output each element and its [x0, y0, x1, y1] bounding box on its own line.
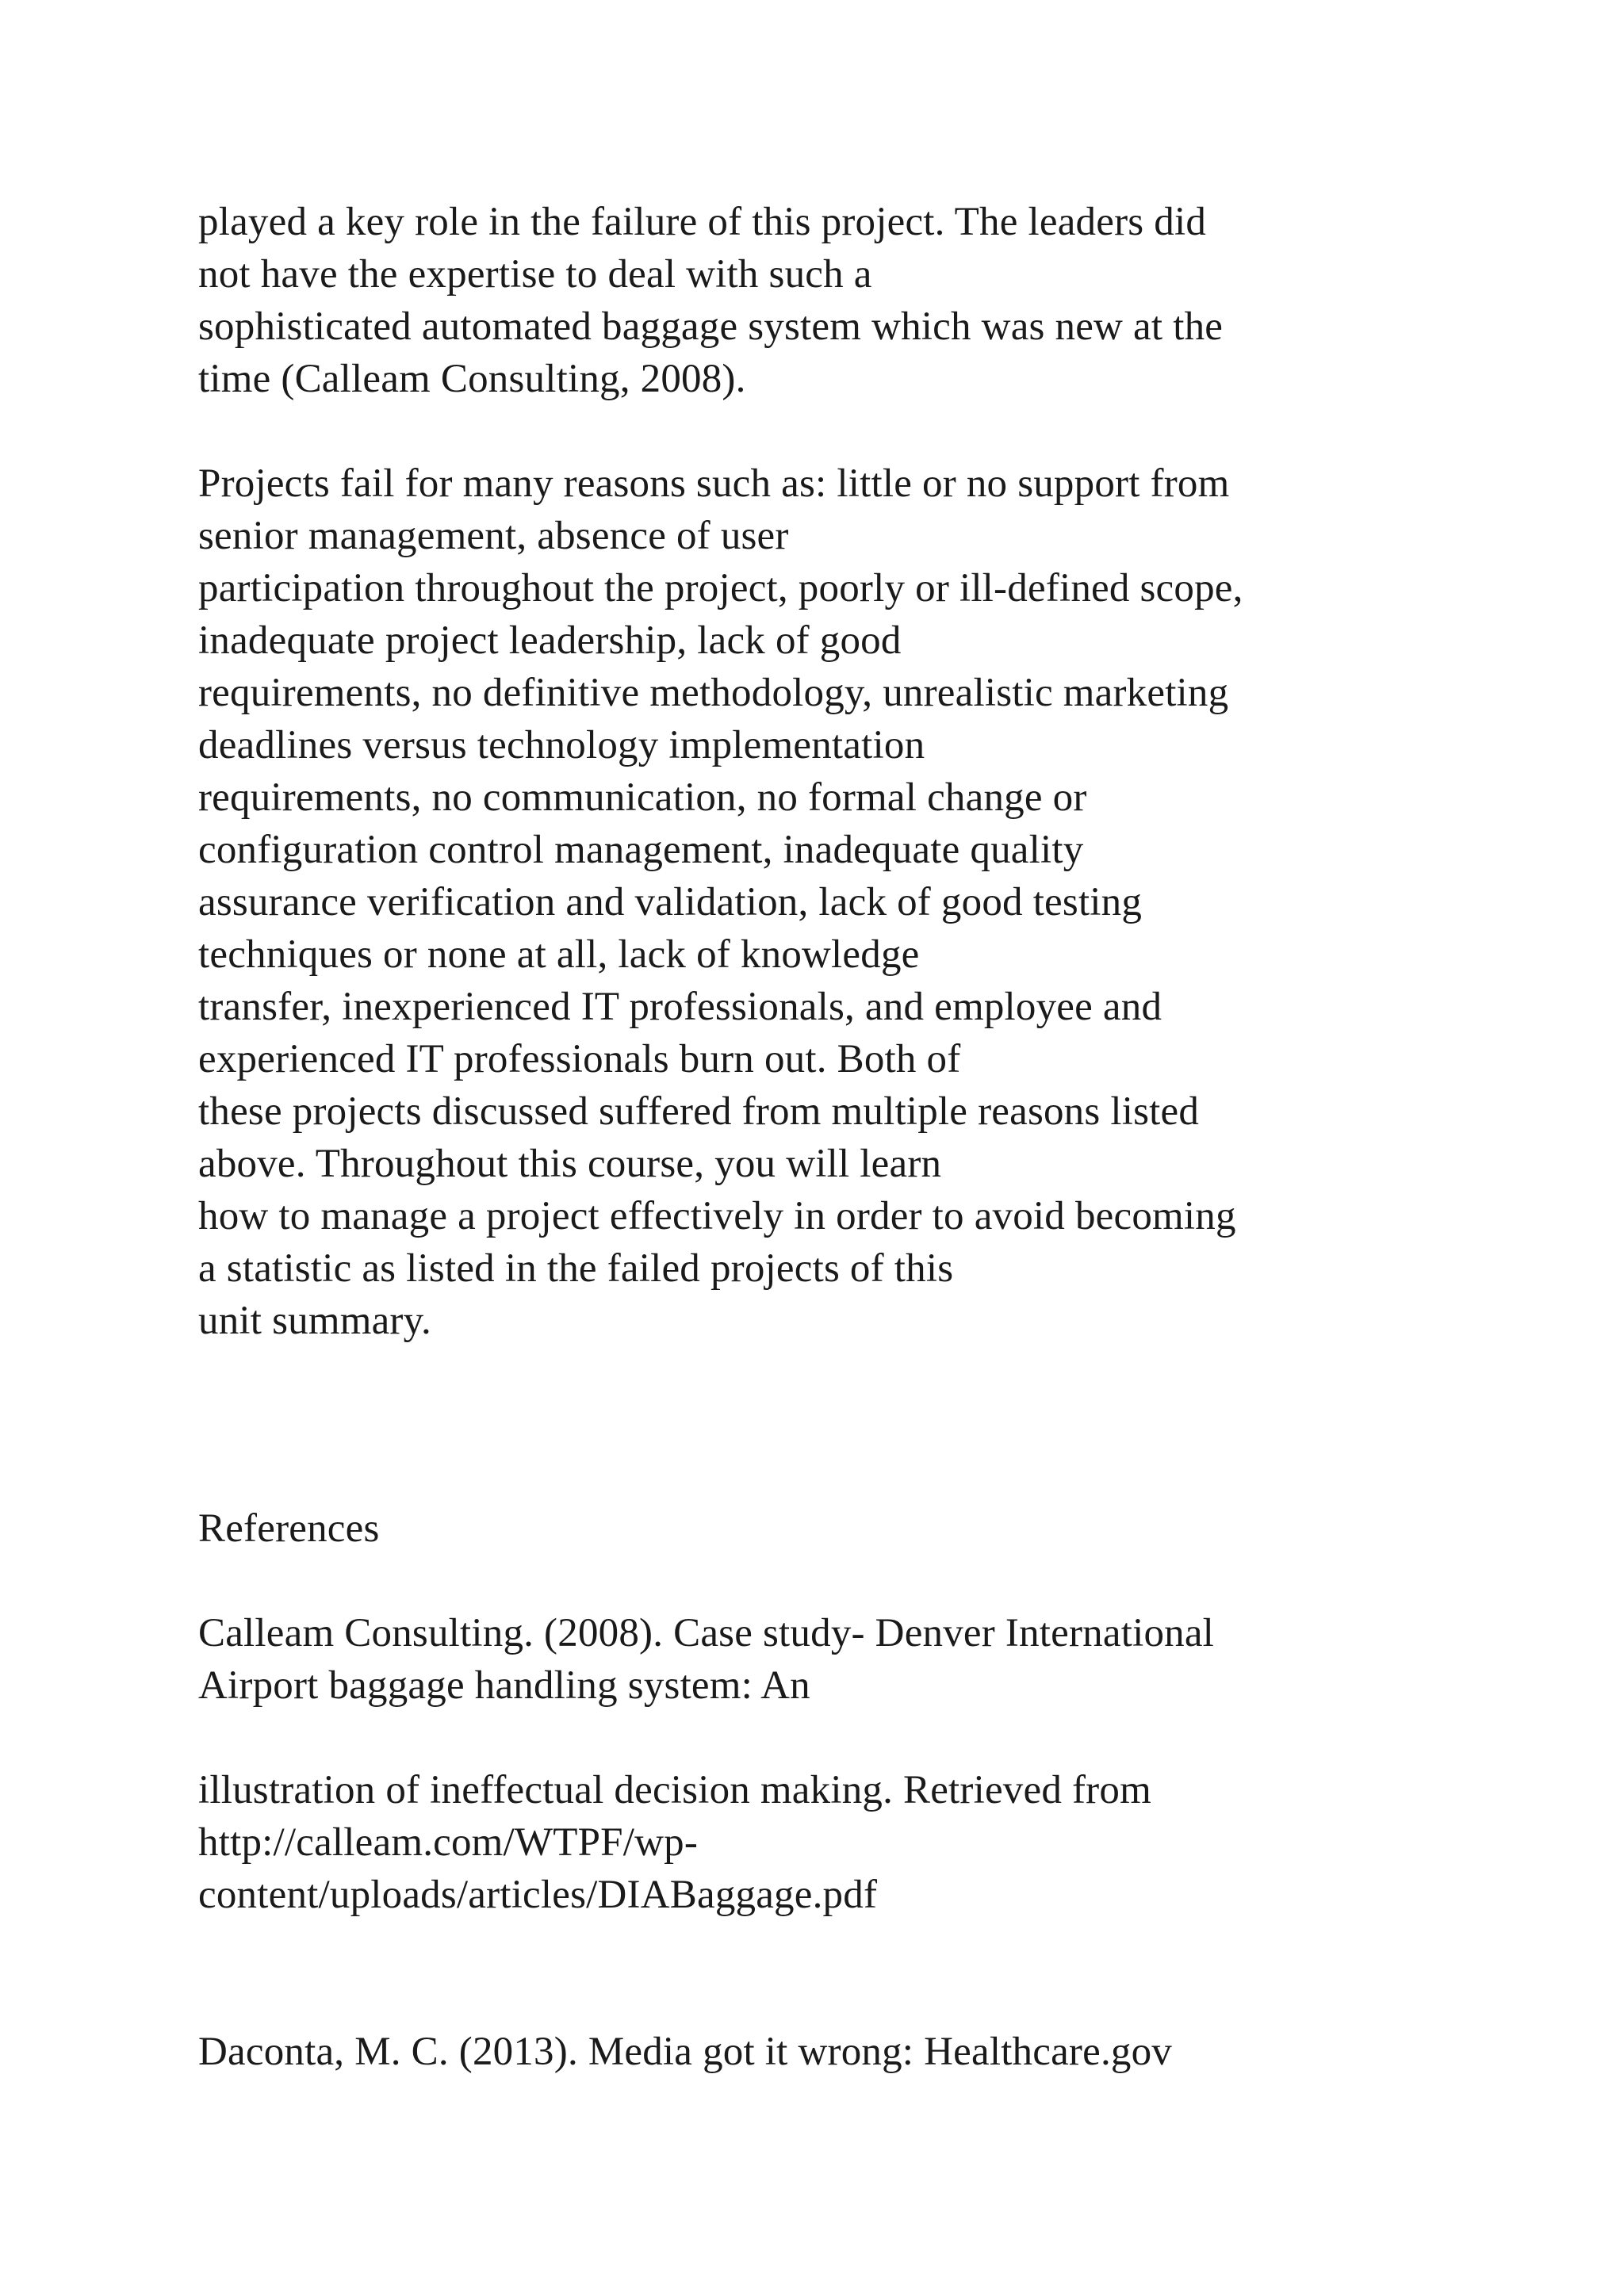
text-line: inadequate project leadership, lack of good: [198, 618, 902, 663]
references-heading: References: [198, 1506, 380, 1551]
text-line: unit summary.: [198, 1299, 431, 1343]
text-line: illustration of ineffectual decision making. Retrieved from: [198, 1768, 1151, 1812]
text-line: transfer, inexperienced IT professionals, and employee and: [198, 985, 1162, 1029]
text-line: requirements, no communication, no formal change or: [198, 775, 1087, 820]
text-line: played a key role in the failure of this project. The leaders did: [198, 200, 1207, 244]
text-line: these projects discussed suffered from multiple reasons listed: [198, 1089, 1200, 1134]
text-line: Daconta, M. C. (2013). Media got it wrong: Healthcare.gov: [198, 2030, 1173, 2074]
text-line: above. Throughout this course, you will learn: [198, 1142, 942, 1186]
text-line: a statistic as listed in the failed projects of this: [198, 1246, 954, 1291]
text-line: not have the expertise to deal with such a: [198, 252, 872, 297]
text-line: time (Calleam Consulting, 2008).: [198, 357, 746, 401]
text-line: senior management, absence of user: [198, 514, 789, 558]
text-line: participation throughout the project, poorly or ill-defined scope,: [198, 566, 1243, 610]
text-line: deadlines versus technology implementation: [198, 723, 925, 767]
text-line: how to manage a project effectively in order to avoid becoming: [198, 1194, 1236, 1238]
text-line: sophisticated automated baggage system which was new at the: [198, 304, 1224, 349]
text-line: experienced IT professionals burn out. Both of: [198, 1037, 961, 1081]
text-line: requirements, no definitive methodology, unrealistic marketing: [198, 671, 1229, 715]
text-line: Calleam Consulting. (2008). Case study- Denver International: [198, 1611, 1215, 1655]
text-line: techniques or none at all, lack of knowledge: [198, 932, 920, 977]
text-line: Airport baggage handling system: An: [198, 1663, 810, 1708]
text-line: content/uploads/articles/DIABaggage.pdf: [198, 1873, 878, 1917]
text-line: assurance verification and validation, lack of good testing: [198, 880, 1143, 924]
text-line: configuration control management, inadequate quality: [198, 828, 1084, 872]
text-line: Projects fail for many reasons such as: little or no support from: [198, 461, 1230, 506]
text-line: http://calleam.com/WTPF/wp-: [198, 1820, 699, 1865]
